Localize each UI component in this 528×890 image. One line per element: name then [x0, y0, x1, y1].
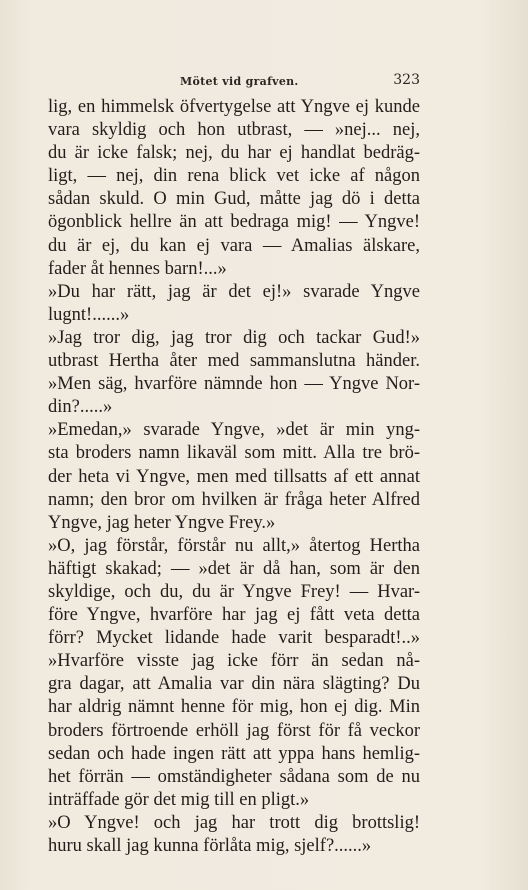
text-line: har aldrig nämnt henne för mig, hon ej dig. Min	[48, 697, 420, 718]
text-line: sta broders namn likaväl som mitt. Alla tre brö-	[48, 443, 420, 464]
text-line: fader åt hennes barn!...»	[48, 258, 227, 279]
body-text	[48, 96, 420, 858]
text-line: sådan skuld. O min Gud, måtte jag dö i detta	[48, 189, 420, 210]
text-line: »Men säg, hvarföre nämnde hon — Yngve Nor-	[48, 374, 420, 395]
text-line: sedan och hade ingen rätt att yppa hans hemlig-	[48, 743, 420, 764]
text-line: namn; den bror om hvilken är fråga heter Alfred	[48, 489, 420, 510]
text-line: lig, en himmelsk öfvertygelse att Yngve ej kunde	[48, 97, 420, 117]
text-line: förr? Mycket lidande hade varit besparadt!..»	[48, 628, 420, 649]
text-line: »O, jag förstår, förstår nu allt,» återtog Hertha	[48, 535, 420, 556]
text-line: lugnt!......»	[48, 304, 130, 325]
text-line: huru skall jag kunna förlåta mig, sjelf?......»	[48, 836, 372, 856]
page-header	[48, 72, 420, 92]
text-line: broders förtroende erhöll jag först för få veckor	[48, 720, 420, 741]
text-line: »Jag tror dig, jag tror dig och tackar Gud!»	[48, 327, 420, 348]
text-line: inträffade gör det mig till en pligt.»	[48, 789, 310, 810]
text-line: »Hvarföre visste jag icke förr än sedan nå-	[48, 651, 420, 672]
text-line: du är icke falsk; nej, du har ej handlat bedräg-	[48, 143, 420, 164]
text-line: din?.....»	[48, 397, 113, 418]
text-line: »O Yngve! och jag har trott dig brottslig!	[48, 812, 420, 833]
text-line: Yngve, jag heter Yngve Frey.»	[48, 512, 276, 533]
text-line: het förrän — omständigheter sådana som de nu	[48, 766, 420, 787]
text-line: »Emedan,» svarade Yngve, »det är min yng-	[48, 420, 420, 441]
text-line: utbrast Hertha åter med sammanslutna händer.	[48, 351, 420, 372]
running-title: Mötet vid grafven.	[180, 75, 299, 88]
text-line: gra dagar, att Amalia var din nära slägting? Du	[48, 674, 420, 695]
text-line: skyldige, och du, du är Yngve Frey! — Hvar-	[48, 581, 420, 602]
text-line: ligt, — nej, din rena blick vet icke af någon	[48, 166, 420, 187]
page-number: 323	[393, 72, 420, 88]
text-line: der heta vi Yngve, men med tillsatts af ett annat	[48, 466, 420, 487]
text-line: häftigt skakad; — »det är då han, som är den	[48, 558, 420, 579]
text-line: vara skyldig och hon utbrast, — »nej... nej,	[48, 120, 420, 141]
text-line: före Yngve, hvarföre har jag ej fått veta detta	[48, 605, 420, 626]
text-line: »Du har rätt, jag är det ej!» svarade Yngve	[48, 281, 420, 302]
text-line: du är ej, du kan ej vara — Amalias älskare,	[48, 235, 420, 256]
text-line: ögonblick hellre än att bedraga mig! — Yngve!	[48, 212, 420, 233]
